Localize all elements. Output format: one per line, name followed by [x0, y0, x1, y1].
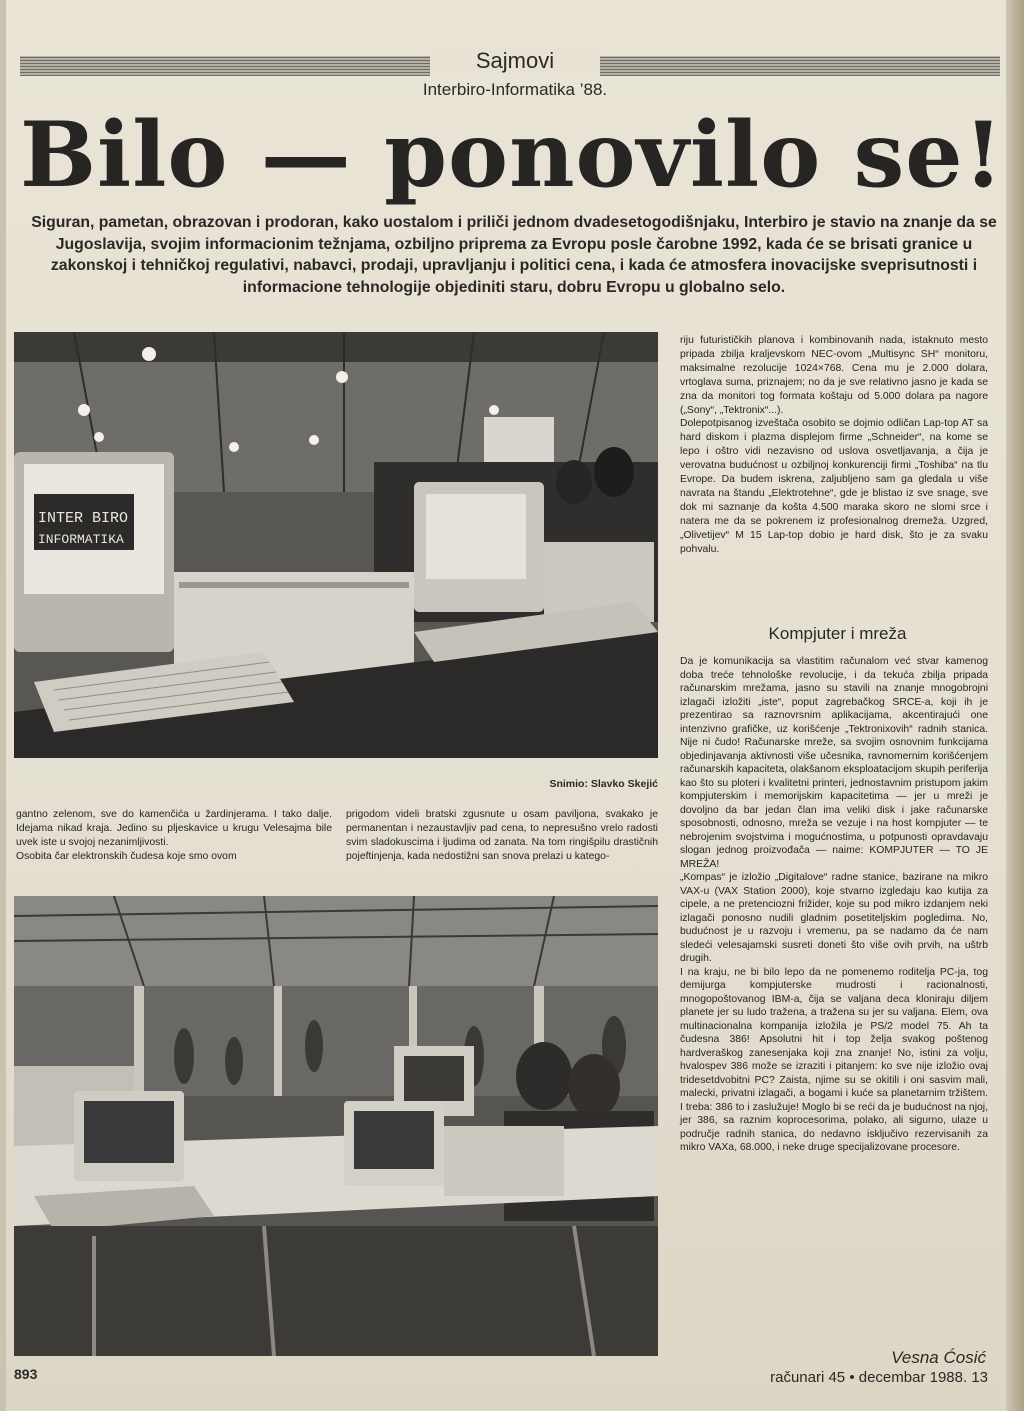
section-rule-left	[20, 56, 430, 76]
page-edge-left	[0, 0, 6, 1411]
photo-exhibition-terminals	[14, 332, 658, 758]
photo1-illustration	[14, 332, 658, 758]
article-subtitle: Interbiro-Informatika ’88.	[422, 80, 608, 99]
photo-credit: Snimio: Slavko Skejić	[549, 778, 658, 790]
column-middle-bottom: prigodom videli bratski zgusnute u osam paviljona, svakako je permanentan i nezaustavljiv pad cena, to nepresušno vrelo radosti svim sladokuscima i ljudima od zanata. Na tom ringišpilu drastičnih pojeftinjenja, kada nedostižni san snova prelazi u katego-	[346, 809, 658, 862]
photo2-illustration	[14, 896, 658, 1356]
column-subheading: Kompjuter i mreža	[768, 624, 907, 643]
screen-text-informatika: INFORMATIKA	[38, 532, 124, 547]
article-headline: Bilo — ponovilo se!	[19, 102, 1005, 208]
column-right-bottom: Da je komunikacija sa vlastitim računalom već stvar kamenog doba treće tehnološke revolucije, i da tekuća zbilja pripada računarskim mrežama, jasno su stavili na znanje mnogobrojni izlagači izložiti „iste“, poput zagrebačkog SRCE-a, koji ih je prezentirao sa raznovrsnim aplikacijama, akcentirajući one intenzivno grafičke, uz korišćenje „Tektronixovih“ radnih stanica. Nije ni čudo! Računarske mreže, sa svojim osnovnim funkcijama objedinjavanja aktivnosti više učesnika, ravnomernim korišćenjem računarskih kapaciteta, olakšanom eksploatacijom skupih periferija kao što su ploteri i kvalitetni printeri, jednostavnim pristupom jakim kompjuterskim i memorijskim kapacitetima — jer u mreži je dovoljno da bar jedan član ima veliki disk i jake računarske sposobnosti, odnosno, mreža se vezuje i na host kompjuter — te nebrojenim svojstvima i mogućnostima, u potpunosti opravdavaju slogan jednog proizvođača — naime: KOMPJUTER — TO JE MREŽA! „Kompas“ je izložio „Digitalove“ radne stanice, bazirane na mikro VAX-u (VAX Station 2000), koje stvarno izgledaju kao kutija za cipele, a ne pretenciozni frižider, koje su pod mikro izdanjem neki izlagači ponosno nudili gladnim posetiteljskim pogledima. No, budućnost je u razvoju i vremenu, pa se nadamo da će nam sledeći velesajamski susreti doneti što više ovih prvih, na uštrb drugih. I na kraju, ne bi bilo lepo da ne pomenemo roditelja PC-ja, tog demijurga kompjuterske mudrosti i racionalnosti, mnogopoštovanog IBM-a, čija se valjana deca kloniraju diljem planete jer su ludo tražena, a tražena su jer su valjana. Elem, ova multinacionalna kompanija izložila je PS/2 model 75. Ah ta čudesna 386! Apsolutni hit i top želja svakog poštenog hardveraškog zanesenjaka koji zna znanje! No, istini za volju, hvalospev 386 može se izraziti i pitanjem: ko sve nije izložio ovaj tridesetdvobitni PC? Zaista, njime su se okitili i oni sasvim mali, malecki, privatni izlagači, a bogami i kuće sa planetarnim tržištem. I treba: 386 to i zaslužuje! Moglo bi se reći da je budućnost na njoj, jer 386, sa raznim koprocesorima, polako, ali sigurno, ulaze u područje radnih stanica, do nedavno isključivo rezervisanih za mikro VAXa, 68.000, i neke druge specijalizovane procesore.	[680, 656, 988, 1153]
column-right-top: riju futurističkih planova i kombinovanih nada, istaknuto mesto pripada zbilja kraljevskom NEC-ovom „Multisync SH“ monitoru, maksimalne rezolucije 1024×768. Cena mu je 2.000 dolara, vrtoglava suma, priznajem; no da je sve relativno jasno je kada se zna da monitori tog formata koštaju od 5.000 dolara pa nagore („Sony“, „Tektronix“...). Dolepotpisanog izveštača osobito se dojmio odličan Lap-top AT sa hard diskom i plazma displejom firme „Schneider“, na kome se lepo i oštro vidi nezavisno od uslova osvetljavanja, a čija je verovatna budućnost u ozbiljnoj konkurenciji firmi „Toshiba“ na tlu Evrope. Da budem iskrena, zaljubljeno sam ga gledala u više navrata na štandu „Elektrotehne“, gde je blistao iz sve snage, sve dok mi saznanje da košta 4.500 maraka skoro ne slomi srce i natera me da se pokrenem iz profesionalnog dremeža. Uzgred, „Olivetijev“ M 15 Lap-top dobio je hard disk, što je za svaku pohvalu.	[680, 335, 988, 555]
section-label: Sajmovi	[430, 48, 600, 74]
page-number-left: 893	[14, 1366, 38, 1382]
article-author: Vesna Ćosić	[891, 1348, 986, 1367]
photo-exhibition-hall	[14, 896, 658, 1356]
screen-text-interbiro: INTER BIRO	[38, 510, 129, 527]
article-lead: Siguran, pametan, obrazovan i prodoran, kako uostalom i priliči jednom dvadesetogodišnjaku, Interbiro je stavio na znanje da se Jugoslavija, svojim informacionim težnjama, ozbiljno priprema za Evropu posle čarobne 1992, kada će se brisati granice u zakonskoj i tehničkoj regulativi, nabavci, prodaji, upravljanju i politici cena, i kada će atmosfera inovacijske sveprisutnosti i informacione tehnologije objediniti staru, dobru Evropu u globalno selo.	[31, 214, 997, 296]
column-left-bottom: gantno zelenom, sve do kamenčića u žardinjerama. I tako dalje. Idejama nikad kraja. Jedino su pljeskavice u krugu Velesajma bile uvek iste u svojoj nezanimljivosti. Osobita čar elektronskih čudesa koje smo ovom	[16, 809, 332, 862]
magazine-footer: računari 45 • decembar 1988. 13	[770, 1369, 988, 1386]
section-rule-right	[600, 56, 1000, 76]
page-edge-right	[1006, 0, 1024, 1411]
